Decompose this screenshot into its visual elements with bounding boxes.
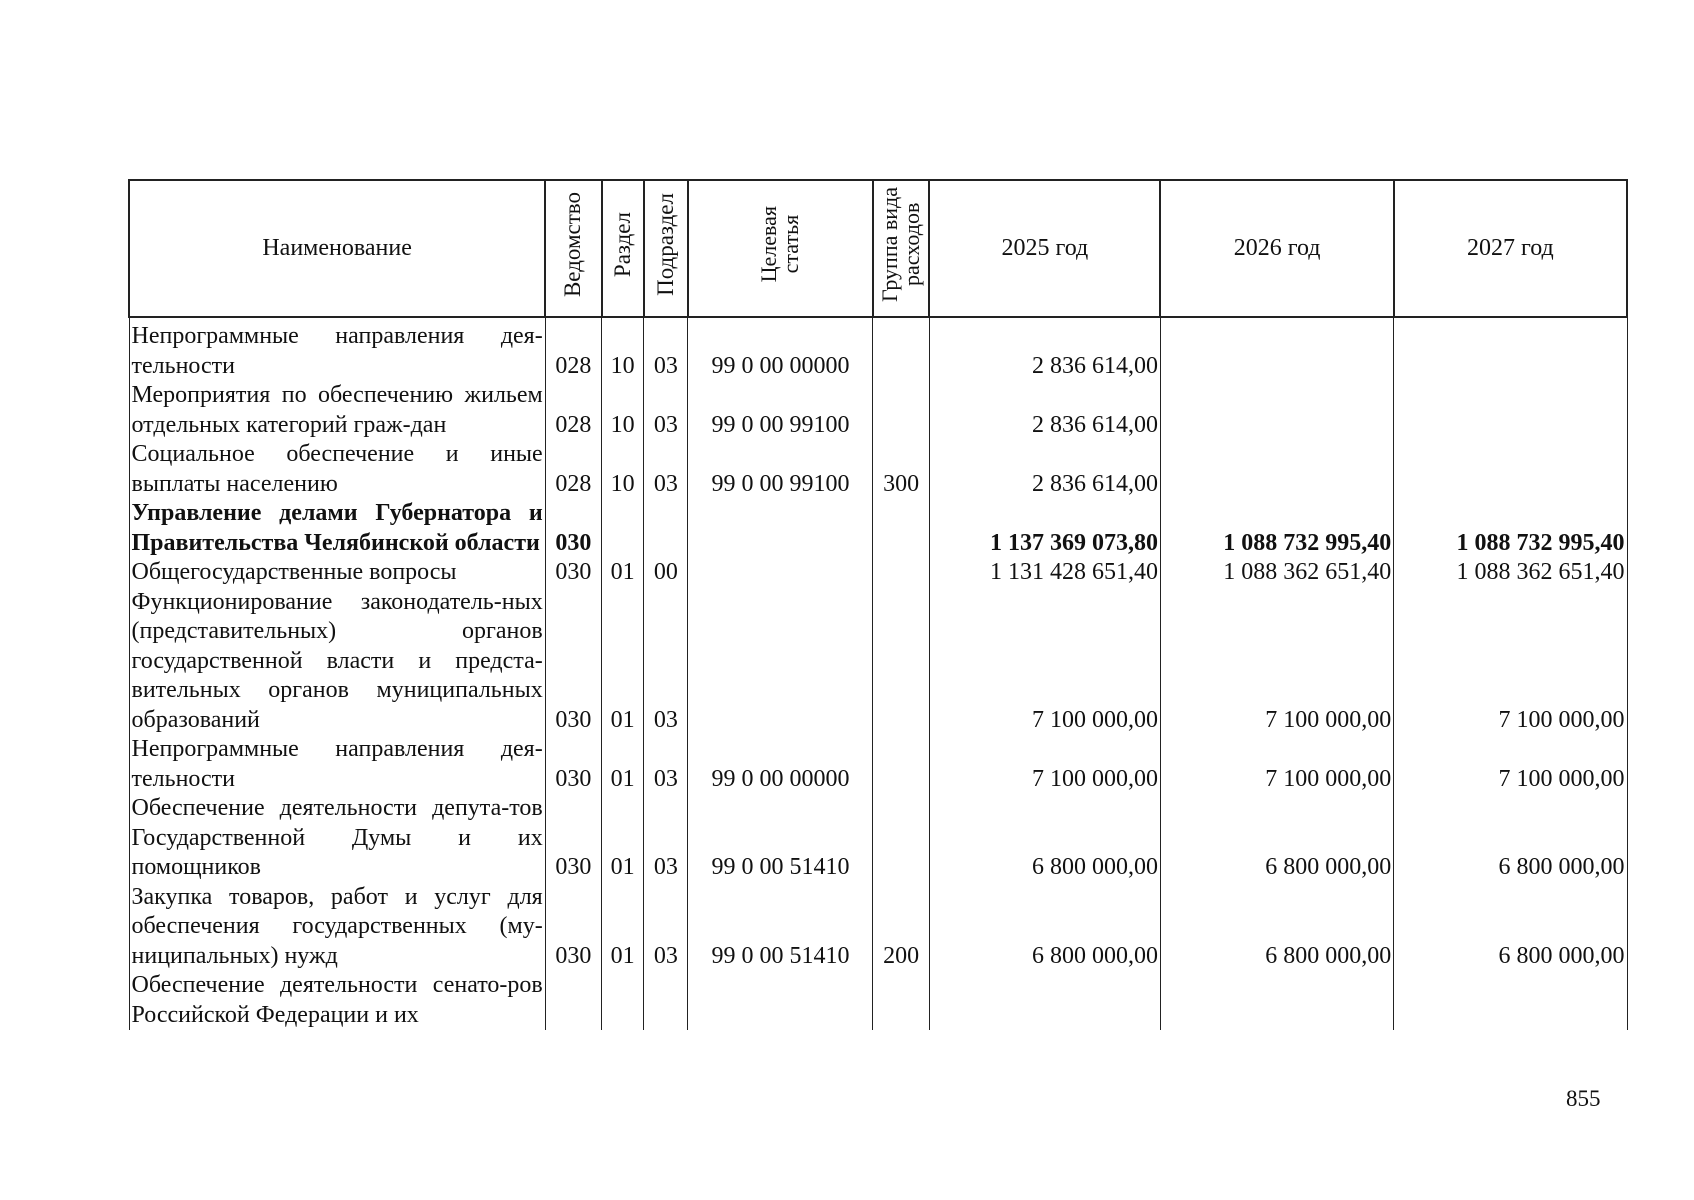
row-amount-2026: 7 100 000,00: [1160, 735, 1393, 794]
row-department: [545, 971, 601, 1030]
page-number: 855: [1566, 1086, 1601, 1111]
row-department: 028: [545, 440, 601, 499]
row-expense-group: 200: [873, 883, 929, 972]
row-amount-2026: 7 100 000,00: [1160, 588, 1393, 736]
row-amount-2026: [1160, 381, 1393, 440]
row-section: [602, 499, 644, 558]
row-amount-2026: [1160, 971, 1393, 1030]
row-amount-2027: [1394, 440, 1627, 499]
row-amount-2027: 7 100 000,00: [1394, 735, 1627, 794]
row-amount-2027: [1394, 381, 1627, 440]
budget-table: [128, 179, 1628, 1030]
row-name: Непрограммные направления дея-тельности: [129, 735, 545, 794]
header-year-2026: 2026 год: [1160, 180, 1393, 317]
row-name: Обеспечение деятельности сенато-ров Российской Федерации и их: [129, 971, 545, 1030]
header-department: Ведомство: [545, 180, 601, 317]
row-subsection: 00: [644, 558, 688, 588]
row-amount-2025: 1 137 369 073,80: [929, 499, 1160, 558]
header-subsection: Подраздел: [644, 180, 688, 317]
row-subsection: 03: [644, 883, 688, 972]
row-subsection: [644, 499, 688, 558]
row-amount-2026: 6 800 000,00: [1160, 794, 1393, 883]
row-target-article: 99 0 00 51410: [688, 883, 873, 972]
row-department: 030: [545, 558, 601, 588]
row-amount-2027: [1394, 971, 1627, 1030]
row-name: Социальное обеспечение и иные выплаты населению: [129, 440, 545, 499]
row-expense-group: [873, 499, 929, 558]
row-expense-group: 300: [873, 440, 929, 499]
row-target-article: [688, 588, 873, 736]
row-target-article: 99 0 00 00000: [688, 317, 873, 381]
row-subsection: 03: [644, 588, 688, 736]
row-department: 030: [545, 588, 601, 736]
row-name: Функционирование законодатель-ных (представительных) органов государственной власти и предста-вительных органов муниципальных образований: [129, 588, 545, 736]
row-amount-2026: 1 088 362 651,40: [1160, 558, 1393, 588]
row-expense-group: [873, 971, 929, 1030]
row-target-article: 99 0 00 99100: [688, 381, 873, 440]
row-amount-2027: 6 800 000,00: [1394, 794, 1627, 883]
row-section: [602, 971, 644, 1030]
table-row: [129, 381, 1627, 440]
row-amount-2027: 1 088 362 651,40: [1394, 558, 1627, 588]
row-amount-2027: 7 100 000,00: [1394, 588, 1627, 736]
row-name: Закупка товаров, работ и услуг для обеспечения государственных (му-ниципальных) нужд: [129, 883, 545, 972]
row-target-article: 99 0 00 99100: [688, 440, 873, 499]
row-expense-group: [873, 588, 929, 736]
header-section: Раздел: [602, 180, 644, 317]
header-name: Наименование: [129, 180, 545, 317]
table-row: [129, 317, 1627, 381]
row-name: Непрограммные направления дея-тельности: [129, 317, 545, 381]
row-expense-group: [873, 735, 929, 794]
row-section: 01: [602, 735, 644, 794]
row-section: 01: [602, 794, 644, 883]
row-subsection: 03: [644, 381, 688, 440]
row-expense-group: [873, 317, 929, 381]
row-expense-group: [873, 381, 929, 440]
row-subsection: 03: [644, 735, 688, 794]
row-department: 028: [545, 381, 601, 440]
header-expense-group: Группа вида расходов: [873, 180, 929, 317]
table-row: [129, 794, 1627, 883]
row-target-article: 99 0 00 51410: [688, 794, 873, 883]
row-name: Управление делами Губернатора и Правительства Челябинской области: [129, 499, 545, 558]
row-section: 10: [602, 317, 644, 381]
row-target-article: [688, 558, 873, 588]
row-department: 030: [545, 499, 601, 558]
row-subsection: 03: [644, 440, 688, 499]
row-amount-2025: [929, 971, 1160, 1030]
row-amount-2025: 1 131 428 651,40: [929, 558, 1160, 588]
row-amount-2026: 6 800 000,00: [1160, 883, 1393, 972]
row-name: Обеспечение деятельности депута-тов Государственной Думы и их помощников: [129, 794, 545, 883]
table-row: [129, 883, 1627, 972]
table-row: [129, 971, 1627, 1030]
row-amount-2025: 2 836 614,00: [929, 381, 1160, 440]
row-name: Общегосударственные вопросы: [129, 558, 545, 588]
row-amount-2026: 1 088 732 995,40: [1160, 499, 1393, 558]
row-amount-2027: [1394, 317, 1627, 381]
table-row: [129, 588, 1627, 736]
row-subsection: 03: [644, 317, 688, 381]
row-amount-2025: 6 800 000,00: [929, 883, 1160, 972]
table-row: [129, 735, 1627, 794]
row-department: 030: [545, 735, 601, 794]
table-body: [129, 317, 1627, 1030]
row-expense-group: [873, 558, 929, 588]
row-amount-2027: 1 088 732 995,40: [1394, 499, 1627, 558]
row-amount-2025: 6 800 000,00: [929, 794, 1160, 883]
header-year-2025: 2025 год: [929, 180, 1160, 317]
header-year-2027: 2027 год: [1394, 180, 1627, 317]
row-name: Мероприятия по обеспечению жильем отдельных категорий граж-дан: [129, 381, 545, 440]
row-amount-2025: 2 836 614,00: [929, 317, 1160, 381]
row-target-article: [688, 971, 873, 1030]
row-amount-2026: [1160, 317, 1393, 381]
row-section: 01: [602, 883, 644, 972]
row-amount-2025: 7 100 000,00: [929, 588, 1160, 736]
table-row: [129, 558, 1627, 588]
row-department: 030: [545, 883, 601, 972]
row-subsection: [644, 971, 688, 1030]
row-department: 028: [545, 317, 601, 381]
row-section: 01: [602, 588, 644, 736]
table-row: [129, 499, 1627, 558]
row-amount-2025: 2 836 614,00: [929, 440, 1160, 499]
header-target-article: Целевая статья: [688, 180, 873, 317]
row-section: 10: [602, 381, 644, 440]
row-amount-2027: 6 800 000,00: [1394, 883, 1627, 972]
row-section: 10: [602, 440, 644, 499]
row-section: 01: [602, 558, 644, 588]
row-expense-group: [873, 794, 929, 883]
row-target-article: 99 0 00 00000: [688, 735, 873, 794]
table-row: [129, 440, 1627, 499]
row-target-article: [688, 499, 873, 558]
row-subsection: 03: [644, 794, 688, 883]
row-department: 030: [545, 794, 601, 883]
row-amount-2025: 7 100 000,00: [929, 735, 1160, 794]
table-header-row: [129, 180, 1627, 317]
row-amount-2026: [1160, 440, 1393, 499]
